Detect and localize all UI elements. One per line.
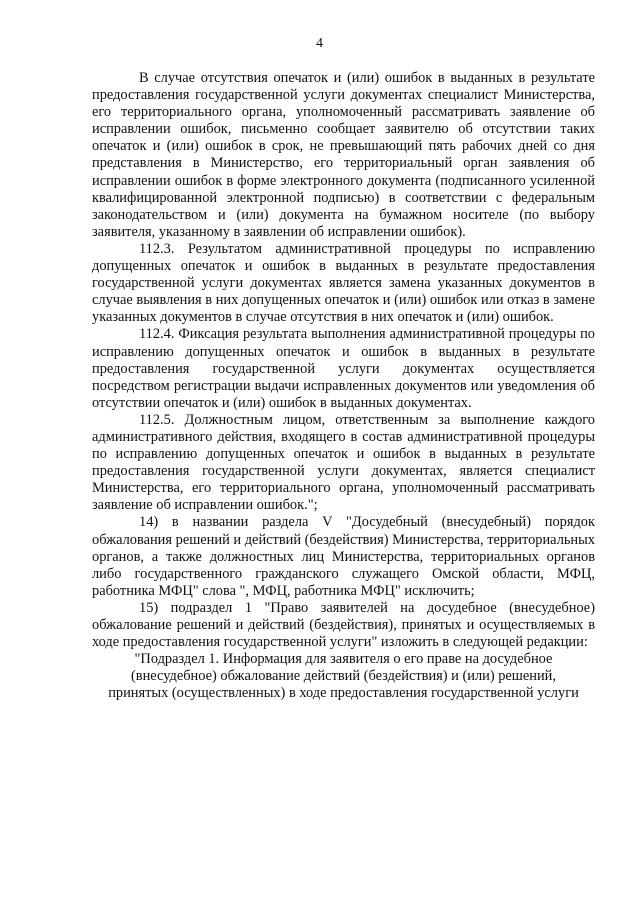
paragraph-item-15: 15) подраздел 1 "Право заявителей на досудебное (внесудебное) обжалование решений и действий (бездействия), принятых и осуществляемых в ходе предоставления государственной услуги" изложить в следующей редакции: <box>92 599 595 651</box>
paragraph-item-14: 14) в названии раздела V "Досудебный (внесудебный) порядок обжалования решений и действий (бездействия) Министерства, территориальных органов, а также должностных лиц Министерства, территориальных органов либо государственного гражданского служащего Омской области, МФЦ, работника МФЦ" слова ", МФЦ, работника МФЦ" исключить; <box>92 514 595 599</box>
subsection-heading: "Подраздел 1. Информация для заявителя о его праве на досудебное (внесудебное) обжалование действий (бездействия) и (или) решений, принятых (осуществленных) в ходе предоставления государственной услуги <box>108 651 579 702</box>
page-number: 4 <box>316 36 323 51</box>
paragraph-112-4: 112.4. Фиксация результата выполнения административной процедуры по исправлению допущенных опечаток и ошибок в выданных в результате предоставления государственной услуги документах осуществляется посредством регистрации выдачи исправленных документов или уведомления об отсутствии опечаток и (или) ошибок в выданных документах. <box>92 326 595 411</box>
paragraph-112-5: 112.5. Должностным лицом, ответственным за выполнение каждого административного действия, входящего в состав административной процедуры по исправлению допущенных опечаток и ошибок в выданных в результате предоставления государственной услуги документах, является специалист Министерства, его территориального органа, уполномоченный рассматривать заявление об исправлении ошибок."; <box>92 411 595 514</box>
paragraph-112-3: 112.3. Результатом административной процедуры по исправлению допущенных опечаток и ошибок в выданных в результате предоставления государственной услуги документах является замена указанных документов в случае выявления в них допущенных опечаток и (или) ошибок или отказ в замене указанных документов в случае отсутствия в них опечаток и (или) ошибок. <box>92 240 595 326</box>
document-body <box>92 70 595 702</box>
paragraph-no-errors-notice: В случае отсутствия опечаток и (или) ошибок в выданных в результате предоставления государственной услуги документах специалист Министерства, его территориального органа, уполномоченный рассматривать заявление об исправлении ошибок, письменно сообщает заявителю об отсутствии таких опечаток и (или) ошибок в срок, не превышающий пять рабочих дней со дня представления в Министерство, его территориальный орган заявления об исправлении ошибок в форме электронного документа (подписанного усиленной квалифицированной электронной подписью) в соответствии с федеральным законодательством и (или) документа на бумажном носителе (по выбору заявителя, указанному в заявлении об исправлении ошибок). <box>92 70 595 240</box>
